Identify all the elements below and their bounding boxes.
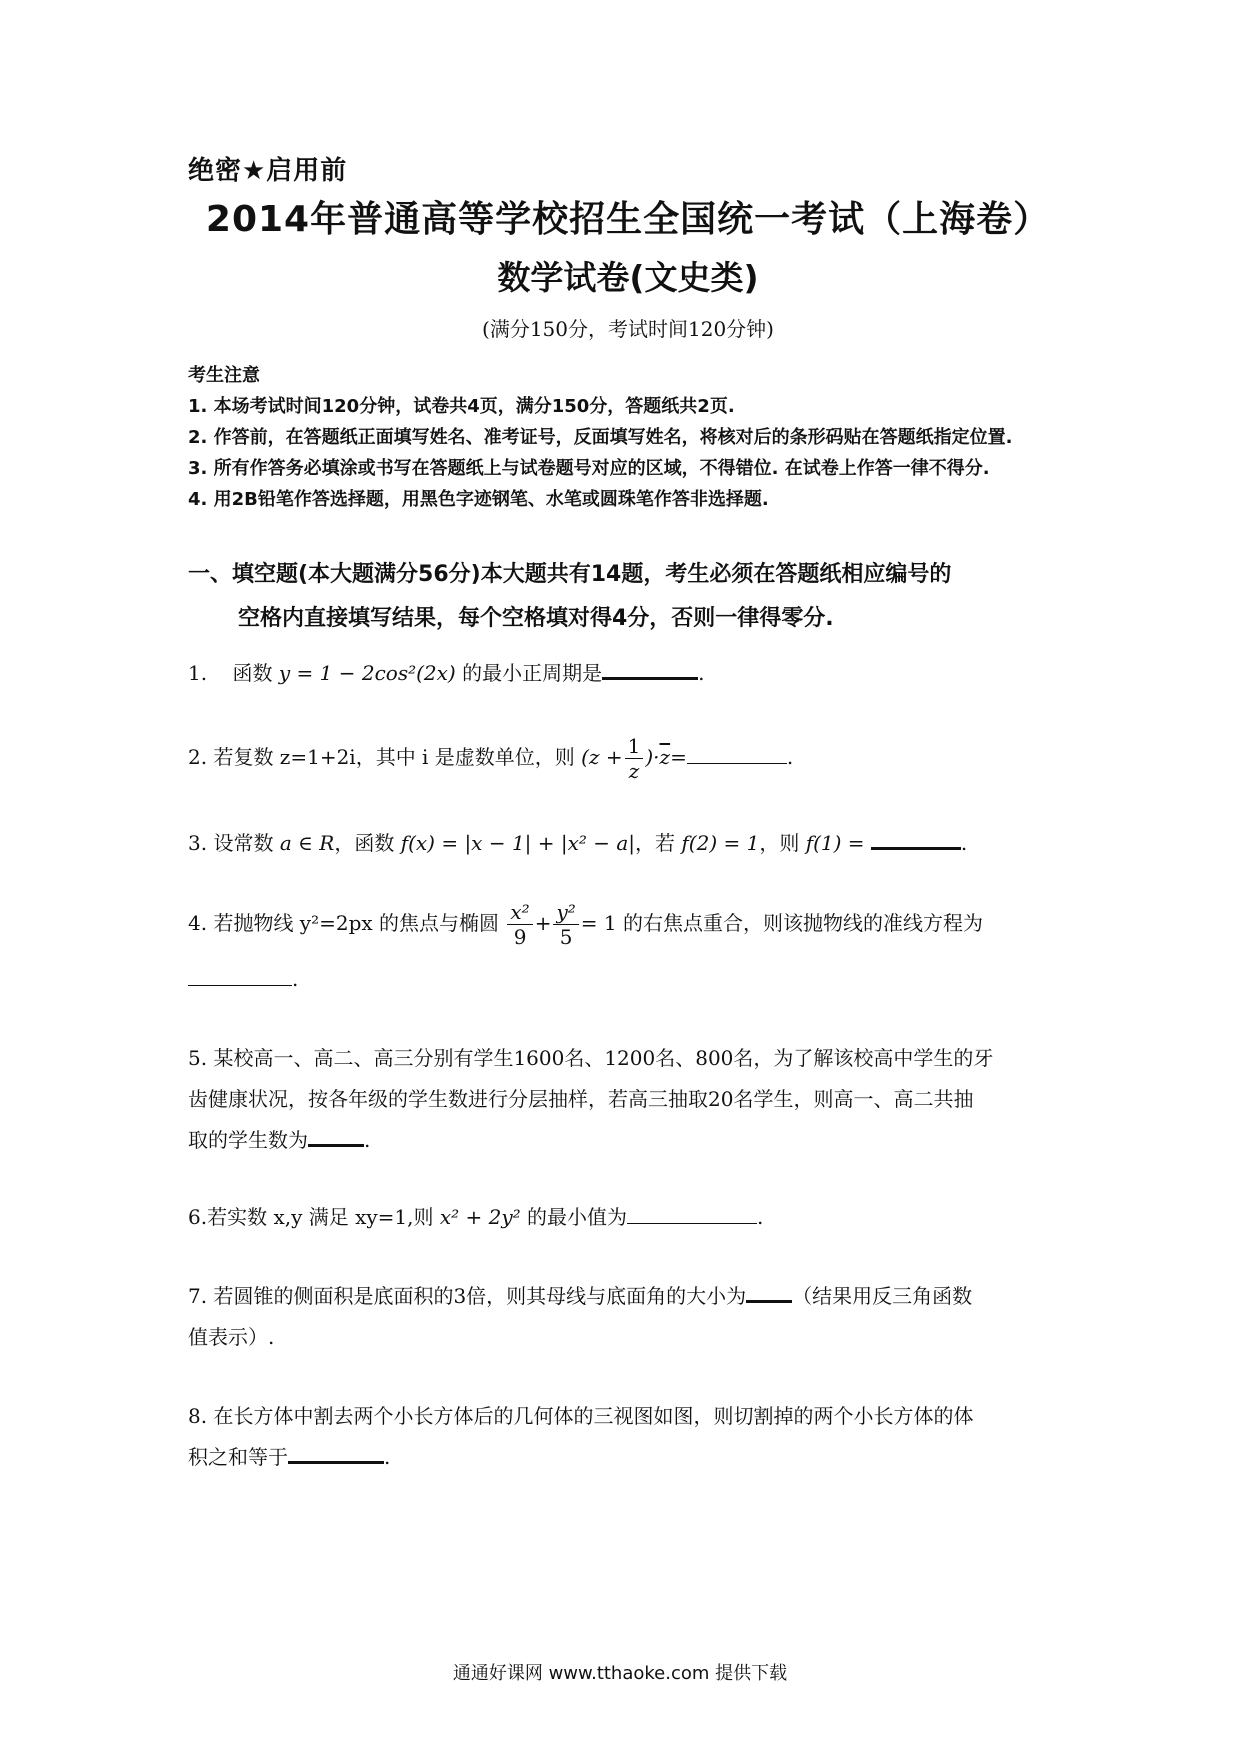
section-heading-line2: 空格内直接填写结果，每个空格填对得4分，否则一律得零分. <box>238 606 834 631</box>
answer-blank[interactable] <box>627 1199 757 1224</box>
exam-subtitle: 数学试卷(文史类) <box>497 258 759 297</box>
question-8: 8. 在长方体中割去两个小长方体后的几何体的三视图如图，则切割掉的两个小长方体的体 积之和等于 . <box>188 1404 974 1469</box>
answer-blank[interactable] <box>871 823 961 850</box>
exam-title: 2014年普通高等学校招生全国统一考试（上海卷） <box>205 199 1051 240</box>
answer-blank[interactable] <box>602 653 698 680</box>
answer-blank[interactable] <box>746 1276 792 1303</box>
score-time-line: (满分150分，考试时间120分钟) <box>482 317 774 341</box>
fraction: $\frac{\text{y²}}{5}$ <box>553 900 578 949</box>
notice-item: 3. 所有作答务必填涂或书写在答题纸上与试卷题号对应的区域，不得错位. 在试卷上作答一律不得分. <box>188 458 990 479</box>
notice-item: 2. 作答前，在答题纸正面填写姓名、准考证号，反面填写姓名，将核对后的条形码贴在答题纸指定位置. <box>188 427 1013 448</box>
secret-mark: 绝密★启用前 <box>188 156 348 186</box>
answer-blank[interactable] <box>188 961 292 986</box>
candidate-notice <box>188 360 1068 515</box>
question-4-answer-line: . <box>188 959 1068 1000</box>
fraction: $\frac{1}{z}$ <box>625 734 644 783</box>
notice-item: 4. 用2B铅笔作答选择题，用黑色字迹钢笔、水笔或圆珠笔作答非选择题. <box>188 489 769 510</box>
question-1: 1. 函数 y = 1 − 2cos²(2x) 的最小正周期是 . <box>188 653 1068 694</box>
fraction: $\frac{\text{x²}}{9}$ <box>507 900 532 949</box>
answer-blank[interactable] <box>687 739 787 764</box>
question-7: 7. 若圆锥的侧面积是底面积的3倍，则其母线与底面角的大小为 （结果用反三角函数 值表示）. <box>188 1276 1068 1358</box>
q1-expression: y = 1 − 2cos²(2x) <box>278 661 456 685</box>
question-5: 5. 某校高一、高二、高三分别有学生1600名、1200名、800名，为了解该校高中学生的牙 齿健康状况，按各年级的学生数进行分层抽样，若高三抽取20名学生，则高一、高二共抽 取的学生数为 . <box>188 1046 994 1152</box>
question-6: 6.若实数 x,y 满足 xy=1,则 x² + 2y² 的最小值为 . <box>188 1197 1068 1238</box>
exam-page <box>188 150 1068 1478</box>
section-heading <box>188 553 1068 641</box>
question-3: 3. 设常数 a ∈ R，函数 f(x) = |x − 1| + |x² − a|，若 f(2) = 1，则 f(1) = . <box>188 823 1068 864</box>
z-conjugate: $\overline{z}$ <box>659 745 671 769</box>
question-4: 4. 若抛物线 y²=2px 的焦点与椭圆 $\frac{\text{x²}}{9}$ + $\frac{\text{y²}}{5}$ = 1 的右焦点重合，则该抛物线的准线方程为 <box>188 900 983 949</box>
answer-blank[interactable] <box>288 1437 384 1464</box>
footer-source: 通通好课网 www.tthaoke.com 提供下载 <box>452 1663 788 1684</box>
notice-item: 1. 本场考试时间120分钟，试卷共4页，满分150分，答题纸共2页. <box>188 396 735 417</box>
answer-blank[interactable] <box>308 1120 364 1147</box>
section-heading-line1: 一、填空题(本大题满分56分)本大题共有14题，考生必须在答题纸相应编号的 <box>188 562 952 587</box>
question-2: 2. 若复数 z=1+2i，其中 i 是虚数单位，则 (z + $\frac{1}{z}$ )$\cdot\overline{z}=$ . <box>188 734 794 783</box>
notice-heading: 考生注意 <box>188 365 260 386</box>
